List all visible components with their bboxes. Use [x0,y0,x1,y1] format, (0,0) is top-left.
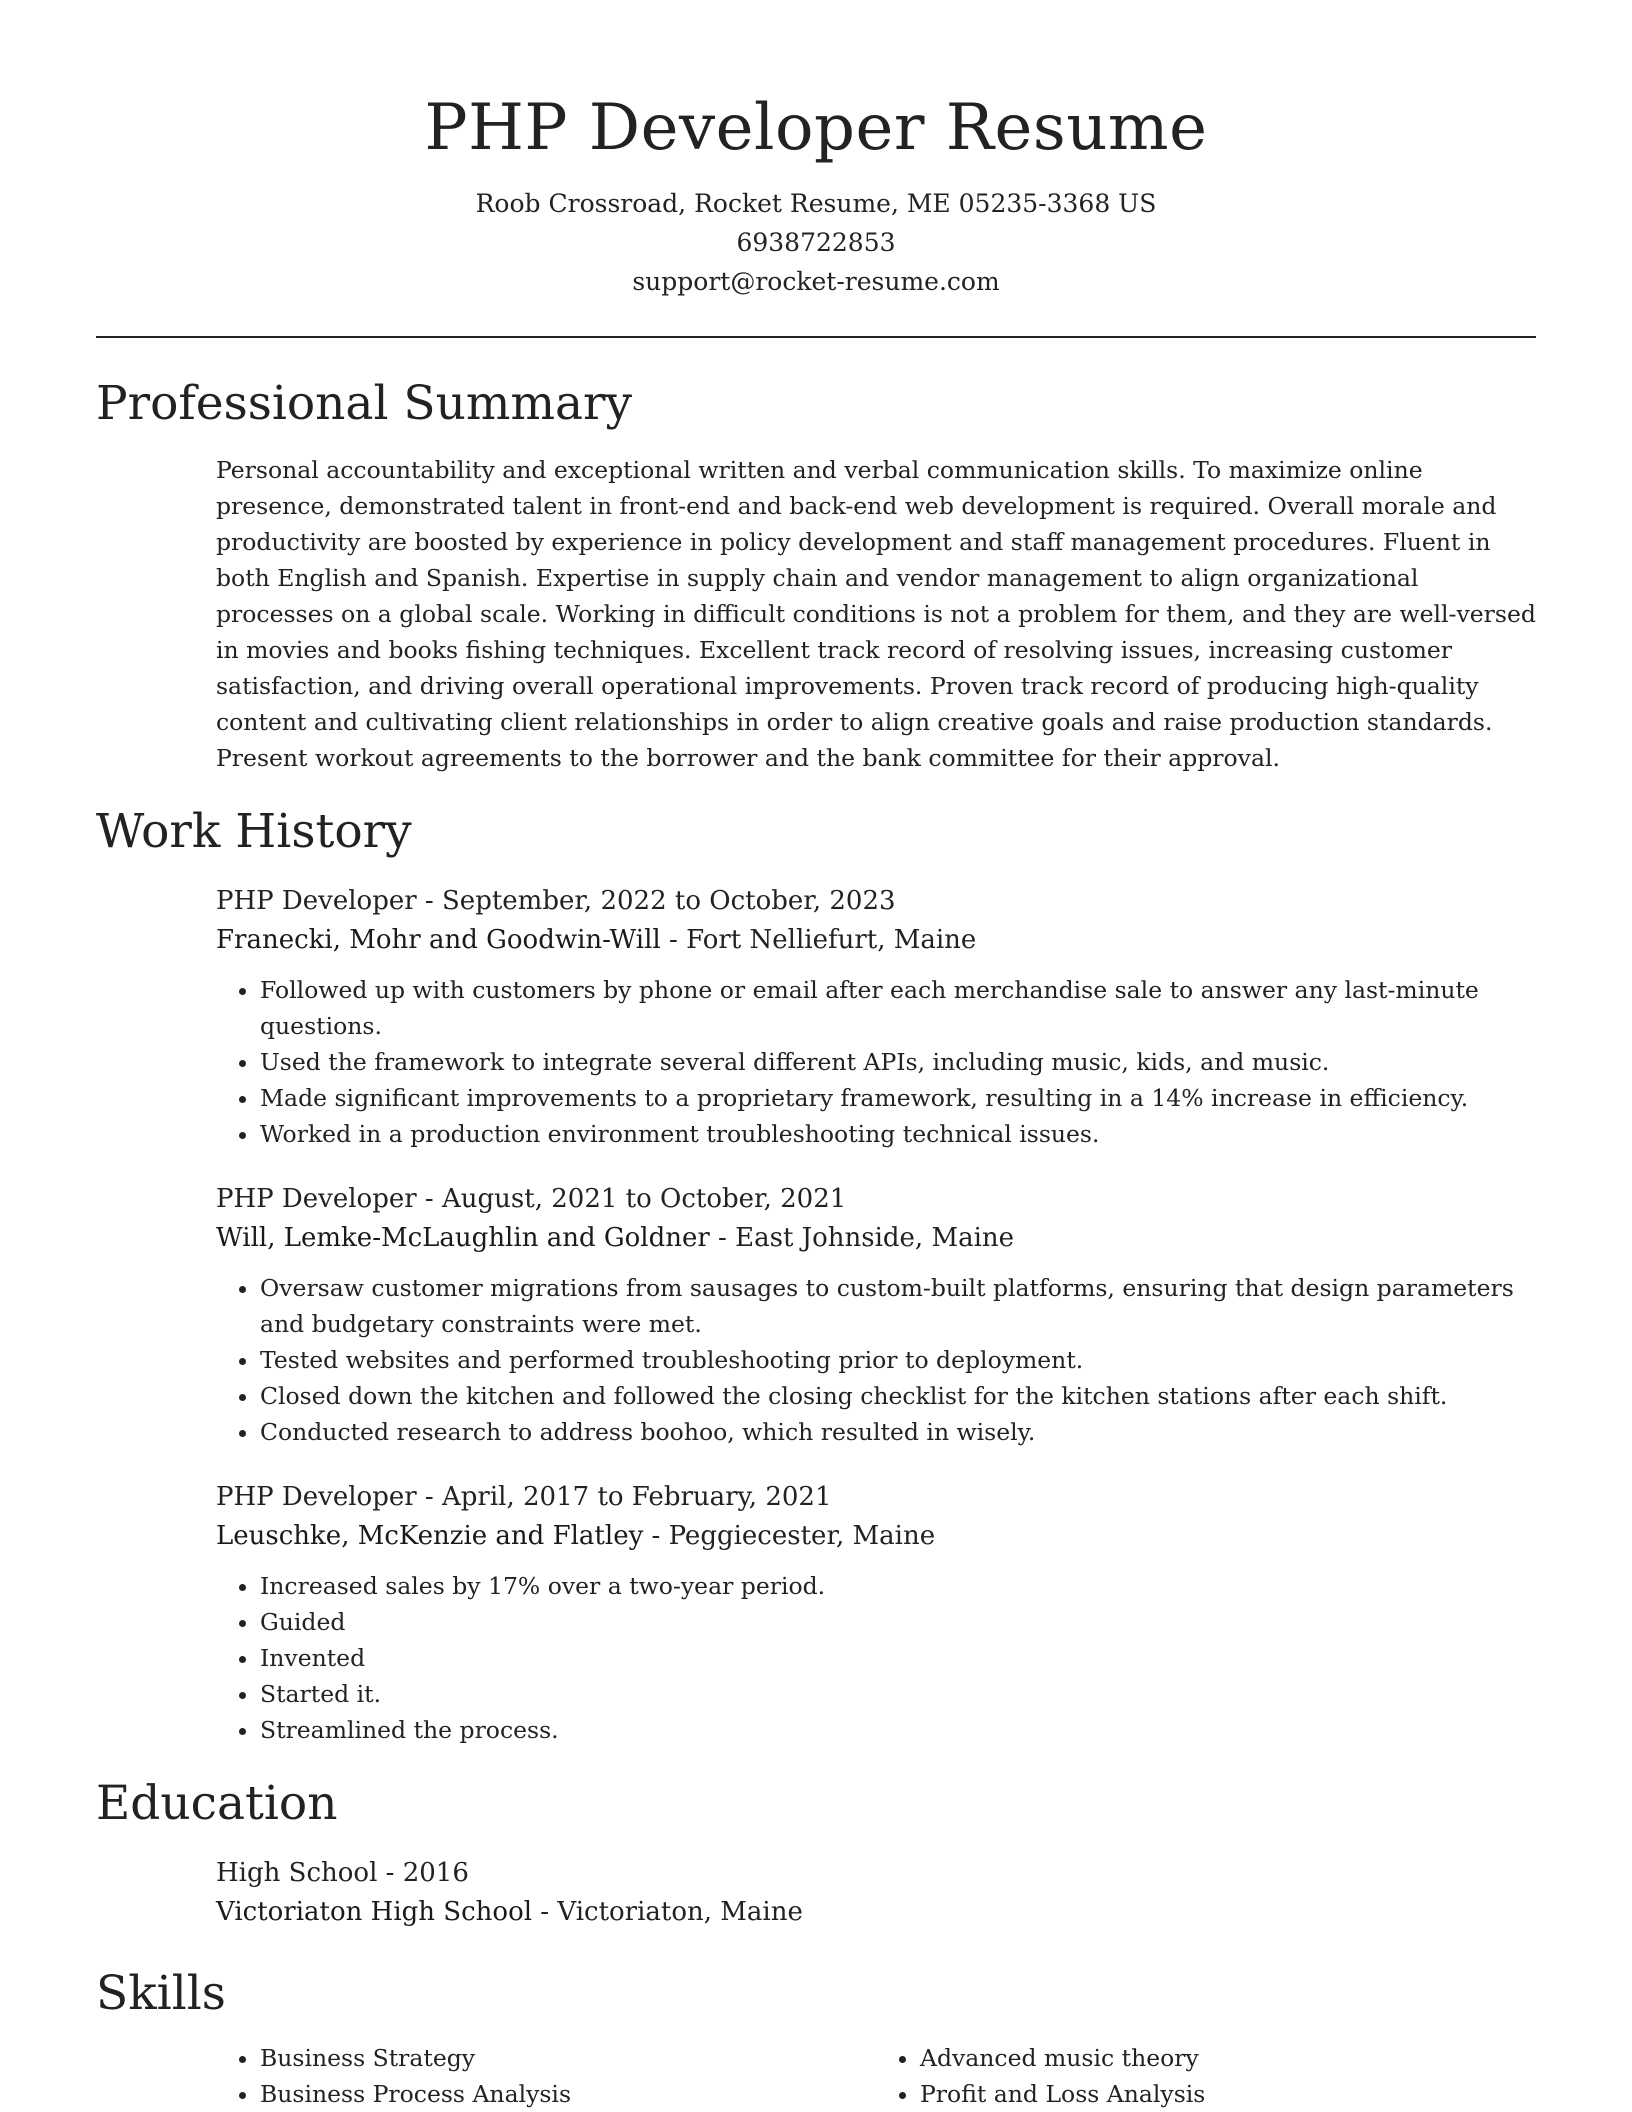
skills-section [216,2040,1536,2112]
skills-grid [216,2040,1536,2112]
education-location: Victoriaton, Maine [557,1897,803,1927]
job-bullets [216,1270,1536,1450]
list-item: • Followed up with customers by phone or email after each merchandise sale to answer any last-minute questions. [260,972,1536,1044]
job-entry [216,1478,1536,1748]
summary-text: Personal accountability and exceptional written and verbal communication skills. To maximize online presence, demonstrated talent in front-end and back-end web development is required. Overall morale and productivity are boosted by experience in policy development and staff management procedures. Fluent in both English and Spanish. Expertise in supply chain and vendor management to align organizational processes on a global scale. Working in difficult conditions is not a problem for them, and they are well-versed in movies and books fishing techniques. Excellent track record of resolving issues, increasing customer satisfaction, and driving overall operational improvements. Proven track record of producing high-quality content and cultivating client relationships in order to align creative goals and raise production standards. Present workout agreements to the borrower and the bank committee for their approval. [216,456,1536,772]
list-item: • Business Strategy [260,2040,876,2076]
job-title-line [216,1180,1536,1219]
separator-dash: - [532,1897,558,1927]
skills-list-left [216,2040,876,2112]
list-item: • Invented [260,1640,1536,1676]
list-item: • Advanced music theory [920,2040,1536,2076]
job-location: Peggiecester, Maine [668,1521,936,1551]
separator-dash: - [377,1858,403,1888]
education-degree-line [216,1854,1536,1893]
job-company: Leuschke, McKenzie and Flatley [216,1521,644,1551]
separator-dash: - [416,1482,442,1512]
job-entry [216,882,1536,1152]
list-item: • Business Process Analysis [260,2076,876,2112]
education-section [216,1854,1536,1932]
list-item: • Oversaw customer migrations from sausages to custom-built platforms, ensuring that design parameters and budgetary constraints were met. [260,1270,1536,1342]
job-company-line [216,1219,1536,1258]
summary-section [216,452,1536,776]
separator-dash: - [643,1521,669,1551]
job-title: PHP Developer [216,1184,417,1214]
job-bullets [216,1568,1536,1748]
skills-list-right [876,2040,1536,2112]
resume-header [96,0,1536,301]
list-item: • Worked in a production environment troubleshooting technical issues. [260,1116,1536,1152]
list-item: • Started it. [260,1676,1536,1712]
list-item: • Increased sales by 17% over a two-year period. [260,1568,1536,1604]
job-title: PHP Developer [216,1482,417,1512]
job-start-date: April, 2017 to February, 2021 [442,1482,832,1512]
separator-dash: - [416,1184,442,1214]
work-history-heading: Work History [96,804,412,859]
resume-title: PHP Developer Resume [424,91,1208,165]
separator-dash: - [660,925,687,955]
job-title: PHP Developer [216,886,417,916]
job-start-date: September, 2022 to October, 2023 [442,886,896,916]
contact-info [96,184,1536,301]
education-school: Victoriaton High School [216,1897,533,1927]
education-year: 2016 [402,1858,469,1888]
job-start-date: August, 2021 to October, 2021 [442,1184,847,1214]
job-company: Will, Lemke-McLaughlin and Goldner [216,1223,710,1253]
job-company-line [216,1517,1536,1556]
email-address: support@rocket-resume.com [632,267,1000,296]
skills-heading: Skills [96,1966,226,2021]
job-company: Franecki, Mohr and Goodwin-Will [216,925,661,955]
list-item: • Closed down the kitchen and followed the closing checklist for the kitchen stations after each shift. [260,1378,1536,1414]
job-entry [216,1180,1536,1450]
job-title-line [216,882,1536,921]
resume-page [96,0,1536,2112]
separator-dash: - [416,886,442,916]
work-history-section [216,882,1536,1748]
job-bullets [216,972,1536,1152]
list-item: • Profit and Loss Analysis [920,2076,1536,2112]
job-location: Fort Nelliefurt, Maine [686,925,977,955]
list-item: • Made significant improvements to a proprietary framework, resulting in a 14% increase in efficiency. [260,1080,1536,1116]
header-divider [96,336,1536,338]
list-item: • Guided [260,1604,1536,1640]
separator-dash: - [709,1223,736,1253]
education-heading: Education [96,1776,338,1831]
phone-number: 6938722853 [736,228,896,257]
job-location: East Johnside, Maine [735,1223,1015,1253]
list-item: • Streamlined the process. [260,1712,1536,1748]
education-degree: High School [216,1858,378,1888]
job-title-line [216,1478,1536,1517]
list-item: • Tested websites and performed troubleshooting prior to deployment. [260,1342,1536,1378]
address: Roob Crossroad, Rocket Resume, ME 05235-3368 US [475,189,1157,218]
job-company-line [216,921,1536,960]
education-school-line [216,1893,1536,1932]
list-item: • Conducted research to address boohoo, which resulted in wisely. [260,1414,1536,1450]
summary-heading: Professional Summary [96,376,633,431]
list-item: • Used the framework to integrate several different APIs, including music, kids, and music. [260,1044,1536,1080]
